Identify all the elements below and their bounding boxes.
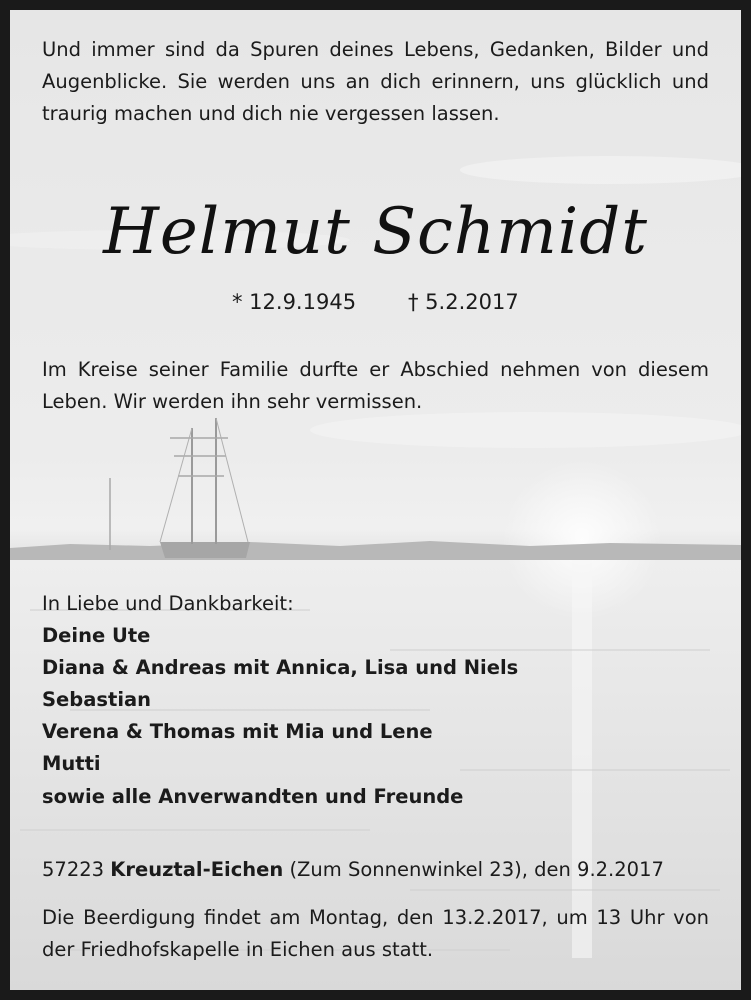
mourner-name: Sebastian [42,688,152,711]
intro-verse: Und immer sind da Spuren deines Lebens, Gedanken, Bilder und Augenblicke. Sie werden uns an dich erinnern, uns glücklich und traurig machen und dich nie vergessen lassen. [42,38,709,125]
mourner-name: Deine Ute [42,624,151,647]
mourners-intro: In Liebe und Dankbarkeit: [42,592,294,615]
mourner-name: Verena & Thomas mit Mia und Lene [42,720,433,743]
funeral-info: Die Beerdigung findet am Montag, den 13.2.2017, um 13 Uhr von der Friedhofskapelle in Eichen aus statt. [42,906,709,961]
birth-date: * 12.9.1945 [232,290,357,314]
mourner-name: Mutti [42,752,101,775]
farewell-text: Im Kreise seiner Familie durfte er Abschied nehmen von diesem Leben. Wir werden ihn sehr vermissen. [42,358,709,413]
street-and-date: (Zum Sonnenwinkel 23), den 9.2.2017 [289,858,664,881]
address-line [42,858,664,881]
background-sea-sunset-image [10,10,741,990]
mourner-name: Diana & Andreas mit Annica, Lisa und Niels [42,656,519,679]
mourner-name: sowie alle Anverwandten und Freunde [42,785,464,808]
deceased-name: Helmut Schmidt [103,195,648,269]
city: Kreuztal-Eichen [110,858,284,881]
postal-code: 57223 [42,858,105,881]
death-date: † 5.2.2017 [408,290,519,314]
